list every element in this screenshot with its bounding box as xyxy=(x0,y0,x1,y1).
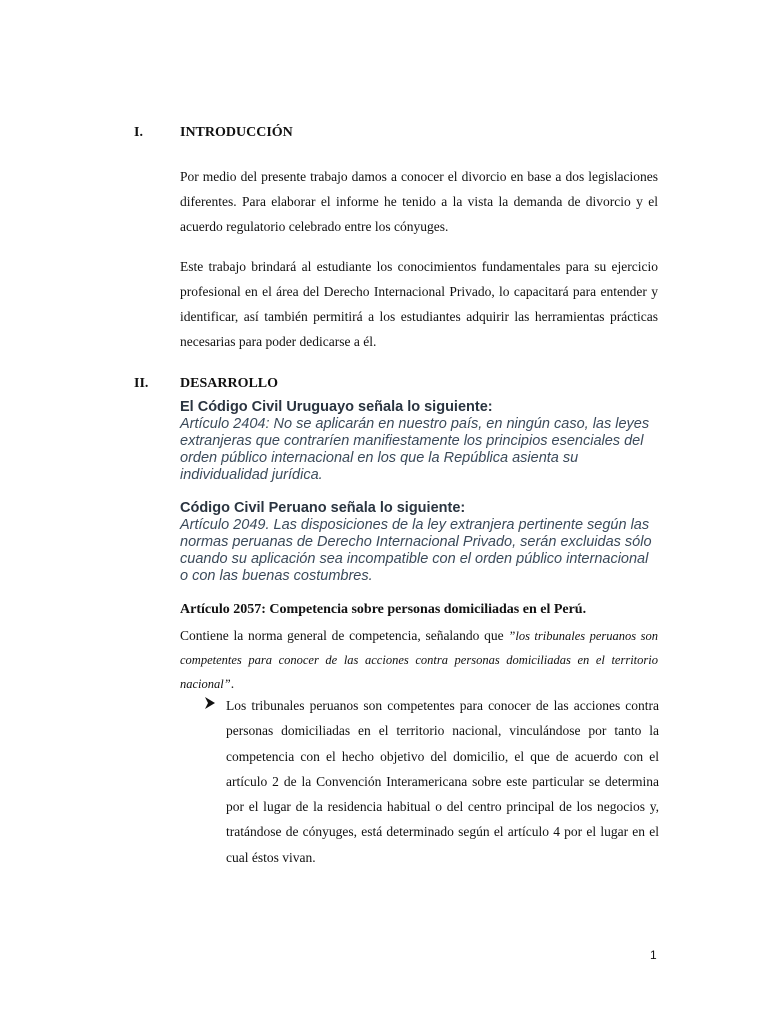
peru-code-block xyxy=(180,500,660,585)
section-title: DESARROLLO xyxy=(180,376,279,391)
section-number: II. xyxy=(134,376,149,391)
page-number: 1 xyxy=(650,948,657,962)
section-number: I. xyxy=(134,125,143,140)
intro-plain-text: Contiene la norma general de competencia, señalando que xyxy=(180,628,509,643)
section-title: INTRODUCCIÓN xyxy=(180,125,293,140)
intro-paragraph-2: Este trabajo brindará al estudiante los conocimientos fundamentales para su ejercicio profesional en el área del Derecho Internacional Privado, lo capacitará para entender y identificar, así también permitirá a los estudiantes adquirir las herramientas prácticas necesarias para poder dedicarse a él. xyxy=(180,259,658,349)
arrow-bullet-icon xyxy=(203,696,217,710)
bullet-list-item xyxy=(203,693,659,870)
intro-quote-text: ”los tribunales peruanos son competentes para conocer de las acciones contra personas domiciliadas en el territorio nacional” xyxy=(180,629,658,691)
intro-paragraph-1: Por medio del presente trabajo damos a conocer el divorcio en base a dos legislaciones diferentes. Para elaborar el informe he tenido a la vista la demanda de divorcio y el acuerdo regulatorio celebrado entre los cónyuges. xyxy=(180,169,658,234)
article-2057-intro xyxy=(180,624,658,696)
article-2057-title: Artículo 2057: Competencia sobre personas domiciliadas en el Perú. xyxy=(180,602,587,617)
section-heading-introduccion xyxy=(134,125,293,141)
peru-code-title: Código Civil Peruano señala lo siguiente: xyxy=(180,500,466,516)
section-heading-desarrollo xyxy=(134,376,278,392)
peru-article-text: Artículo 2049. Las disposiciones de la ley extranjera pertinente según las normas peruanas de Derecho Internacional Privado, serán excluidas sólo cuando su aplicación sea incompatible con el orden público internacional o con las buenas costumbres. xyxy=(180,517,652,584)
bullet-text: Los tribunales peruanos son competentes para conocer de las acciones contra personas domiciliadas en el territorio nacional, vinculándose por tanto la competencia con el hecho objetivo del domicilio, el que de acuerdo con el artículo 2 de la Convención Interamericana sobre este particular se determina por el lugar de la residencia habitual o del centro principal de los negocios y, tratándose de cónyuges, está determinado según el artículo 4 por el lugar en el cual éstos vivan. xyxy=(226,698,659,865)
uruguay-code-block xyxy=(180,399,660,484)
intro-end-text: . xyxy=(230,676,235,691)
uruguay-article-text: Artículo 2404: No se aplicarán en nuestro país, en ningún caso, las leyes extranjeras que contraríen manifiestamente los principios esenciales del orden público internacional en los que la República asienta su individualidad jurídica. xyxy=(180,416,650,483)
uruguay-code-title: El Código Civil Uruguayo señala lo siguiente: xyxy=(180,399,493,415)
